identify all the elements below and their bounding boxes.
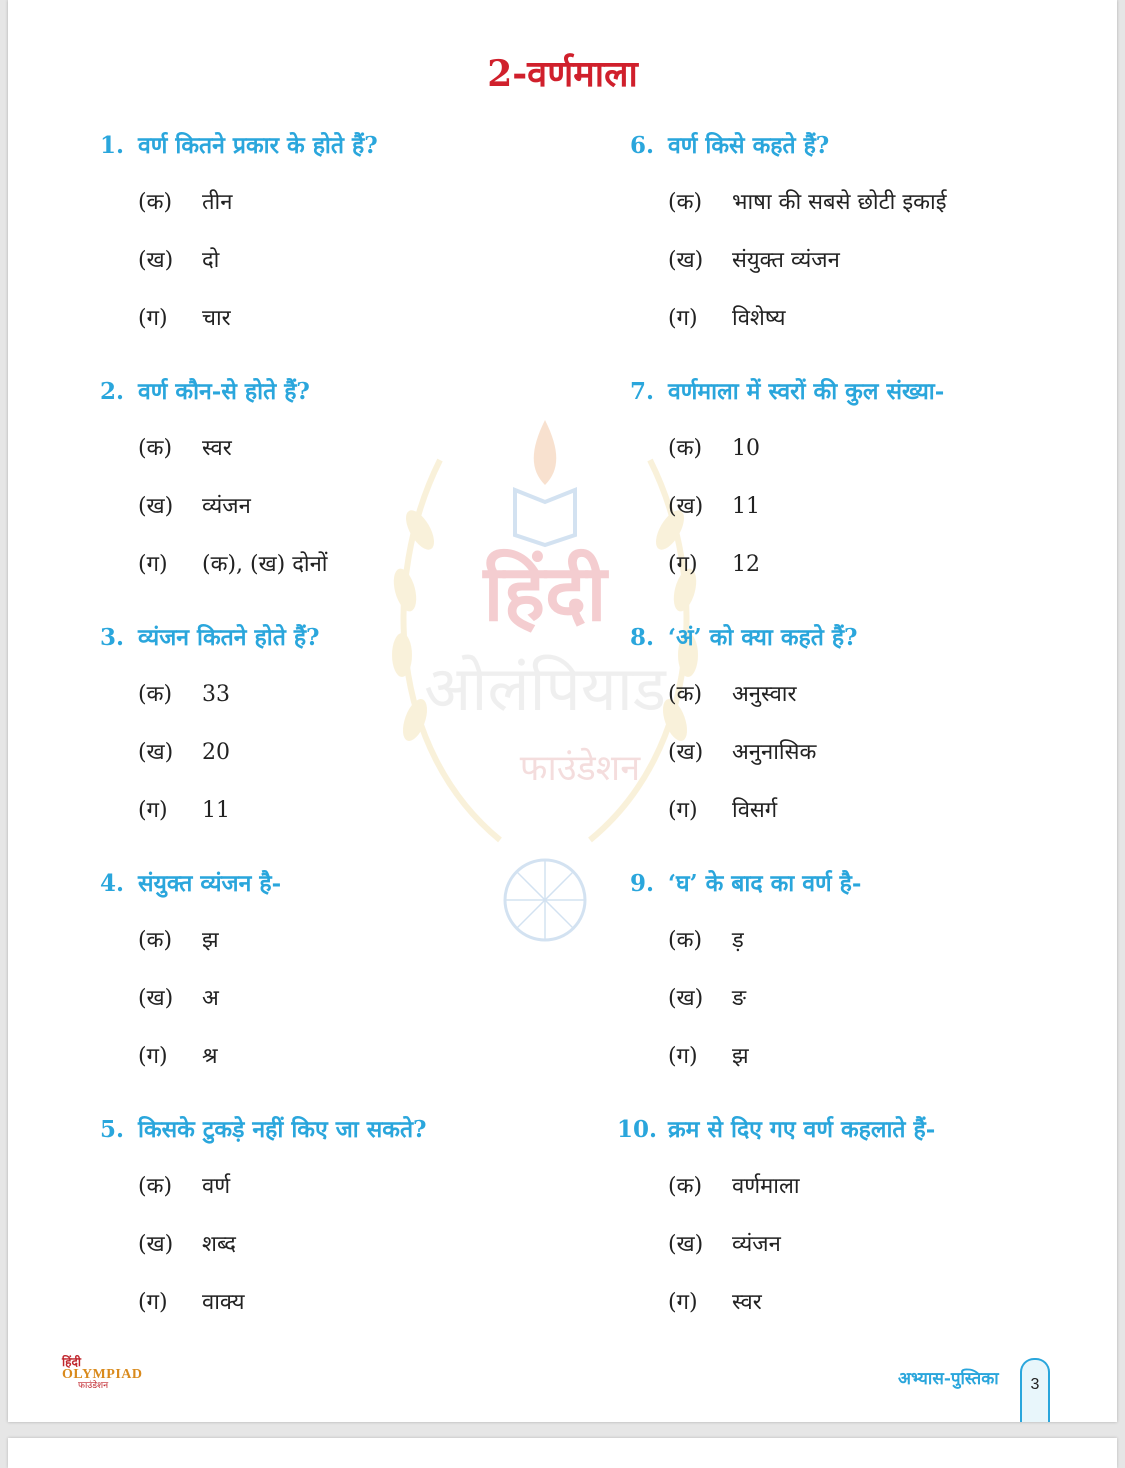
option-text: 33 <box>202 682 230 707</box>
question-text: ‘घ’ के बाद का वर्ण है- <box>668 870 862 897</box>
option-text: 10 <box>732 436 760 461</box>
option-text: स्वर <box>202 436 232 461</box>
question-number: 8. <box>630 624 655 651</box>
option-ga <box>668 1286 762 1316</box>
option-label: (ग) <box>138 1290 168 1315</box>
question-10 <box>617 1112 936 1315</box>
question-text: वर्ण कौन-से होते हैं? <box>138 378 310 405</box>
option-label: (ख) <box>138 1232 174 1257</box>
logo-hindi: हिंदी <box>62 1355 81 1369</box>
option-label: (ग) <box>668 798 698 823</box>
option-label: (ख) <box>138 740 174 765</box>
question-9 <box>630 866 862 1069</box>
question-number: 5. <box>100 1116 125 1143</box>
option-ga <box>668 1040 749 1070</box>
question-text: ‘अं’ को क्या कहते हैं? <box>668 624 858 651</box>
option-label: (क) <box>668 190 703 215</box>
option-text: विशेष्य <box>732 306 786 331</box>
option-kha <box>668 490 760 520</box>
footer-book-label: अभ्यास-पुस्तिका <box>898 1369 999 1389</box>
option-label: (क) <box>668 682 703 707</box>
option-label: (क) <box>138 436 173 461</box>
option-label: (ख) <box>138 986 174 1011</box>
option-text: चार <box>202 306 231 331</box>
option-text: तीन <box>202 190 233 215</box>
option-kha <box>138 736 230 766</box>
question-text: किसके टुकड़े नहीं किए जा सकते? <box>138 1116 427 1143</box>
option-text: स्वर <box>732 1290 762 1315</box>
option-text: भाषा की सबसे छोटी इकाई <box>732 190 947 215</box>
option-label: (क) <box>138 682 173 707</box>
question-text: क्रम से दिए गए वर्ण कहलाते हैं- <box>668 1116 936 1143</box>
option-text: 12 <box>732 552 760 577</box>
option-text: संयुक्त व्यंजन <box>732 248 840 273</box>
question-number: 6. <box>630 132 655 159</box>
option-text: झ <box>202 928 219 953</box>
option-kha <box>668 736 816 766</box>
option-label: (ख) <box>668 986 704 1011</box>
question-text: वर्ण किसे कहते हैं? <box>668 132 830 159</box>
page-title: 2-वर्णमाला <box>487 53 638 95</box>
question-8 <box>630 620 858 823</box>
question-2 <box>100 374 328 577</box>
option-text: अनुनासिक <box>732 740 817 765</box>
option-label: (क) <box>668 436 703 461</box>
question-text: व्यंजन कितने होते हैं? <box>138 624 320 651</box>
option-text: ङ <box>732 986 747 1011</box>
footer-logo <box>62 1356 162 1391</box>
option-ka <box>138 1170 230 1200</box>
page-number: 3 <box>1030 1376 1040 1393</box>
logo-olympiad: OLYMPIAD <box>62 1367 143 1382</box>
option-label: (ग) <box>668 1290 698 1315</box>
option-label: (ग) <box>668 306 698 331</box>
option-ga <box>668 302 785 332</box>
question-5 <box>100 1112 427 1315</box>
option-kha <box>138 1228 236 1258</box>
option-text: 20 <box>202 740 230 765</box>
question-6 <box>630 128 947 331</box>
option-label: (क) <box>138 928 173 953</box>
option-text: विसर्ग <box>732 798 778 823</box>
option-ka <box>668 186 947 216</box>
page-number-tab <box>1020 1358 1050 1422</box>
option-ka <box>138 924 219 954</box>
option-text: 11 <box>202 798 230 823</box>
watermark-line1: हिंदी <box>483 548 607 639</box>
option-text: वाक्य <box>202 1290 245 1315</box>
option-text: अनुस्वार <box>732 682 797 707</box>
watermark-line2: ओलंपियाड <box>424 652 666 725</box>
option-text: श्र <box>202 1044 218 1069</box>
option-kha <box>668 244 840 274</box>
option-kha <box>668 1228 781 1258</box>
option-text: ड़ <box>732 928 744 953</box>
option-ga <box>138 302 231 332</box>
option-ka <box>668 1170 800 1200</box>
option-ga <box>138 1040 218 1070</box>
question-3 <box>100 620 320 823</box>
option-ga <box>668 548 760 578</box>
option-kha <box>138 490 251 520</box>
option-label: (ख) <box>668 248 704 273</box>
logo-foundation: फाउंडेशन <box>78 1381 109 1391</box>
question-number: 1. <box>100 132 125 159</box>
option-label: (ख) <box>668 740 704 765</box>
option-label: (ख) <box>138 248 174 273</box>
question-7 <box>630 374 945 577</box>
option-text: अ <box>202 986 219 1011</box>
option-text: शब्द <box>202 1232 236 1257</box>
question-number: 7. <box>630 378 655 405</box>
question-text: वर्णमाला में स्वरों की कुल संख्या- <box>668 378 945 405</box>
option-label: (ख) <box>668 494 704 519</box>
option-text: व्यंजन <box>202 494 251 519</box>
option-kha <box>138 244 219 274</box>
option-text: वर्ण <box>202 1174 231 1199</box>
next-page-edge <box>8 1438 1117 1468</box>
option-label: (ग) <box>138 306 168 331</box>
question-number: 9. <box>630 870 655 897</box>
option-kha <box>668 982 746 1012</box>
option-label: (क) <box>668 928 703 953</box>
option-label: (ग) <box>138 552 168 577</box>
option-text: वर्णमाला <box>732 1174 800 1199</box>
question-1 <box>100 128 378 331</box>
option-label: (ग) <box>138 1044 168 1069</box>
option-label: (ग) <box>668 552 698 577</box>
option-text: व्यंजन <box>732 1232 781 1257</box>
option-ka <box>668 432 760 462</box>
option-ga <box>138 794 230 824</box>
book-icon <box>515 490 575 545</box>
option-label: (ख) <box>138 494 174 519</box>
watermark-line3: फाउंडेशन <box>519 748 641 789</box>
option-label: (ग) <box>138 798 168 823</box>
option-kha <box>138 982 219 1012</box>
question-number: 3. <box>100 624 125 651</box>
option-ka <box>138 678 230 708</box>
option-ka <box>138 186 232 216</box>
flame-icon <box>534 420 557 485</box>
option-label: (क) <box>138 190 173 215</box>
option-text: झ <box>732 1044 749 1069</box>
option-ka <box>668 924 744 954</box>
option-ga <box>668 794 777 824</box>
option-ka <box>668 678 797 708</box>
option-label: (ख) <box>668 1232 704 1257</box>
option-ka <box>138 432 232 462</box>
option-text: (क), (ख) दोनों <box>202 552 328 577</box>
option-label: (ग) <box>668 1044 698 1069</box>
question-text: संयुक्त व्यंजन है- <box>138 870 282 897</box>
question-text: वर्ण कितने प्रकार के होते हैं? <box>138 132 378 159</box>
question-number: 4. <box>100 870 125 897</box>
option-text: दो <box>202 248 220 273</box>
question-4 <box>100 866 282 1069</box>
option-ga <box>138 548 328 578</box>
question-number: 2. <box>100 378 125 405</box>
option-ga <box>138 1286 244 1316</box>
option-label: (क) <box>668 1174 703 1199</box>
option-label: (क) <box>138 1174 173 1199</box>
option-text: 11 <box>732 494 760 519</box>
question-number: 10. <box>617 1116 658 1143</box>
